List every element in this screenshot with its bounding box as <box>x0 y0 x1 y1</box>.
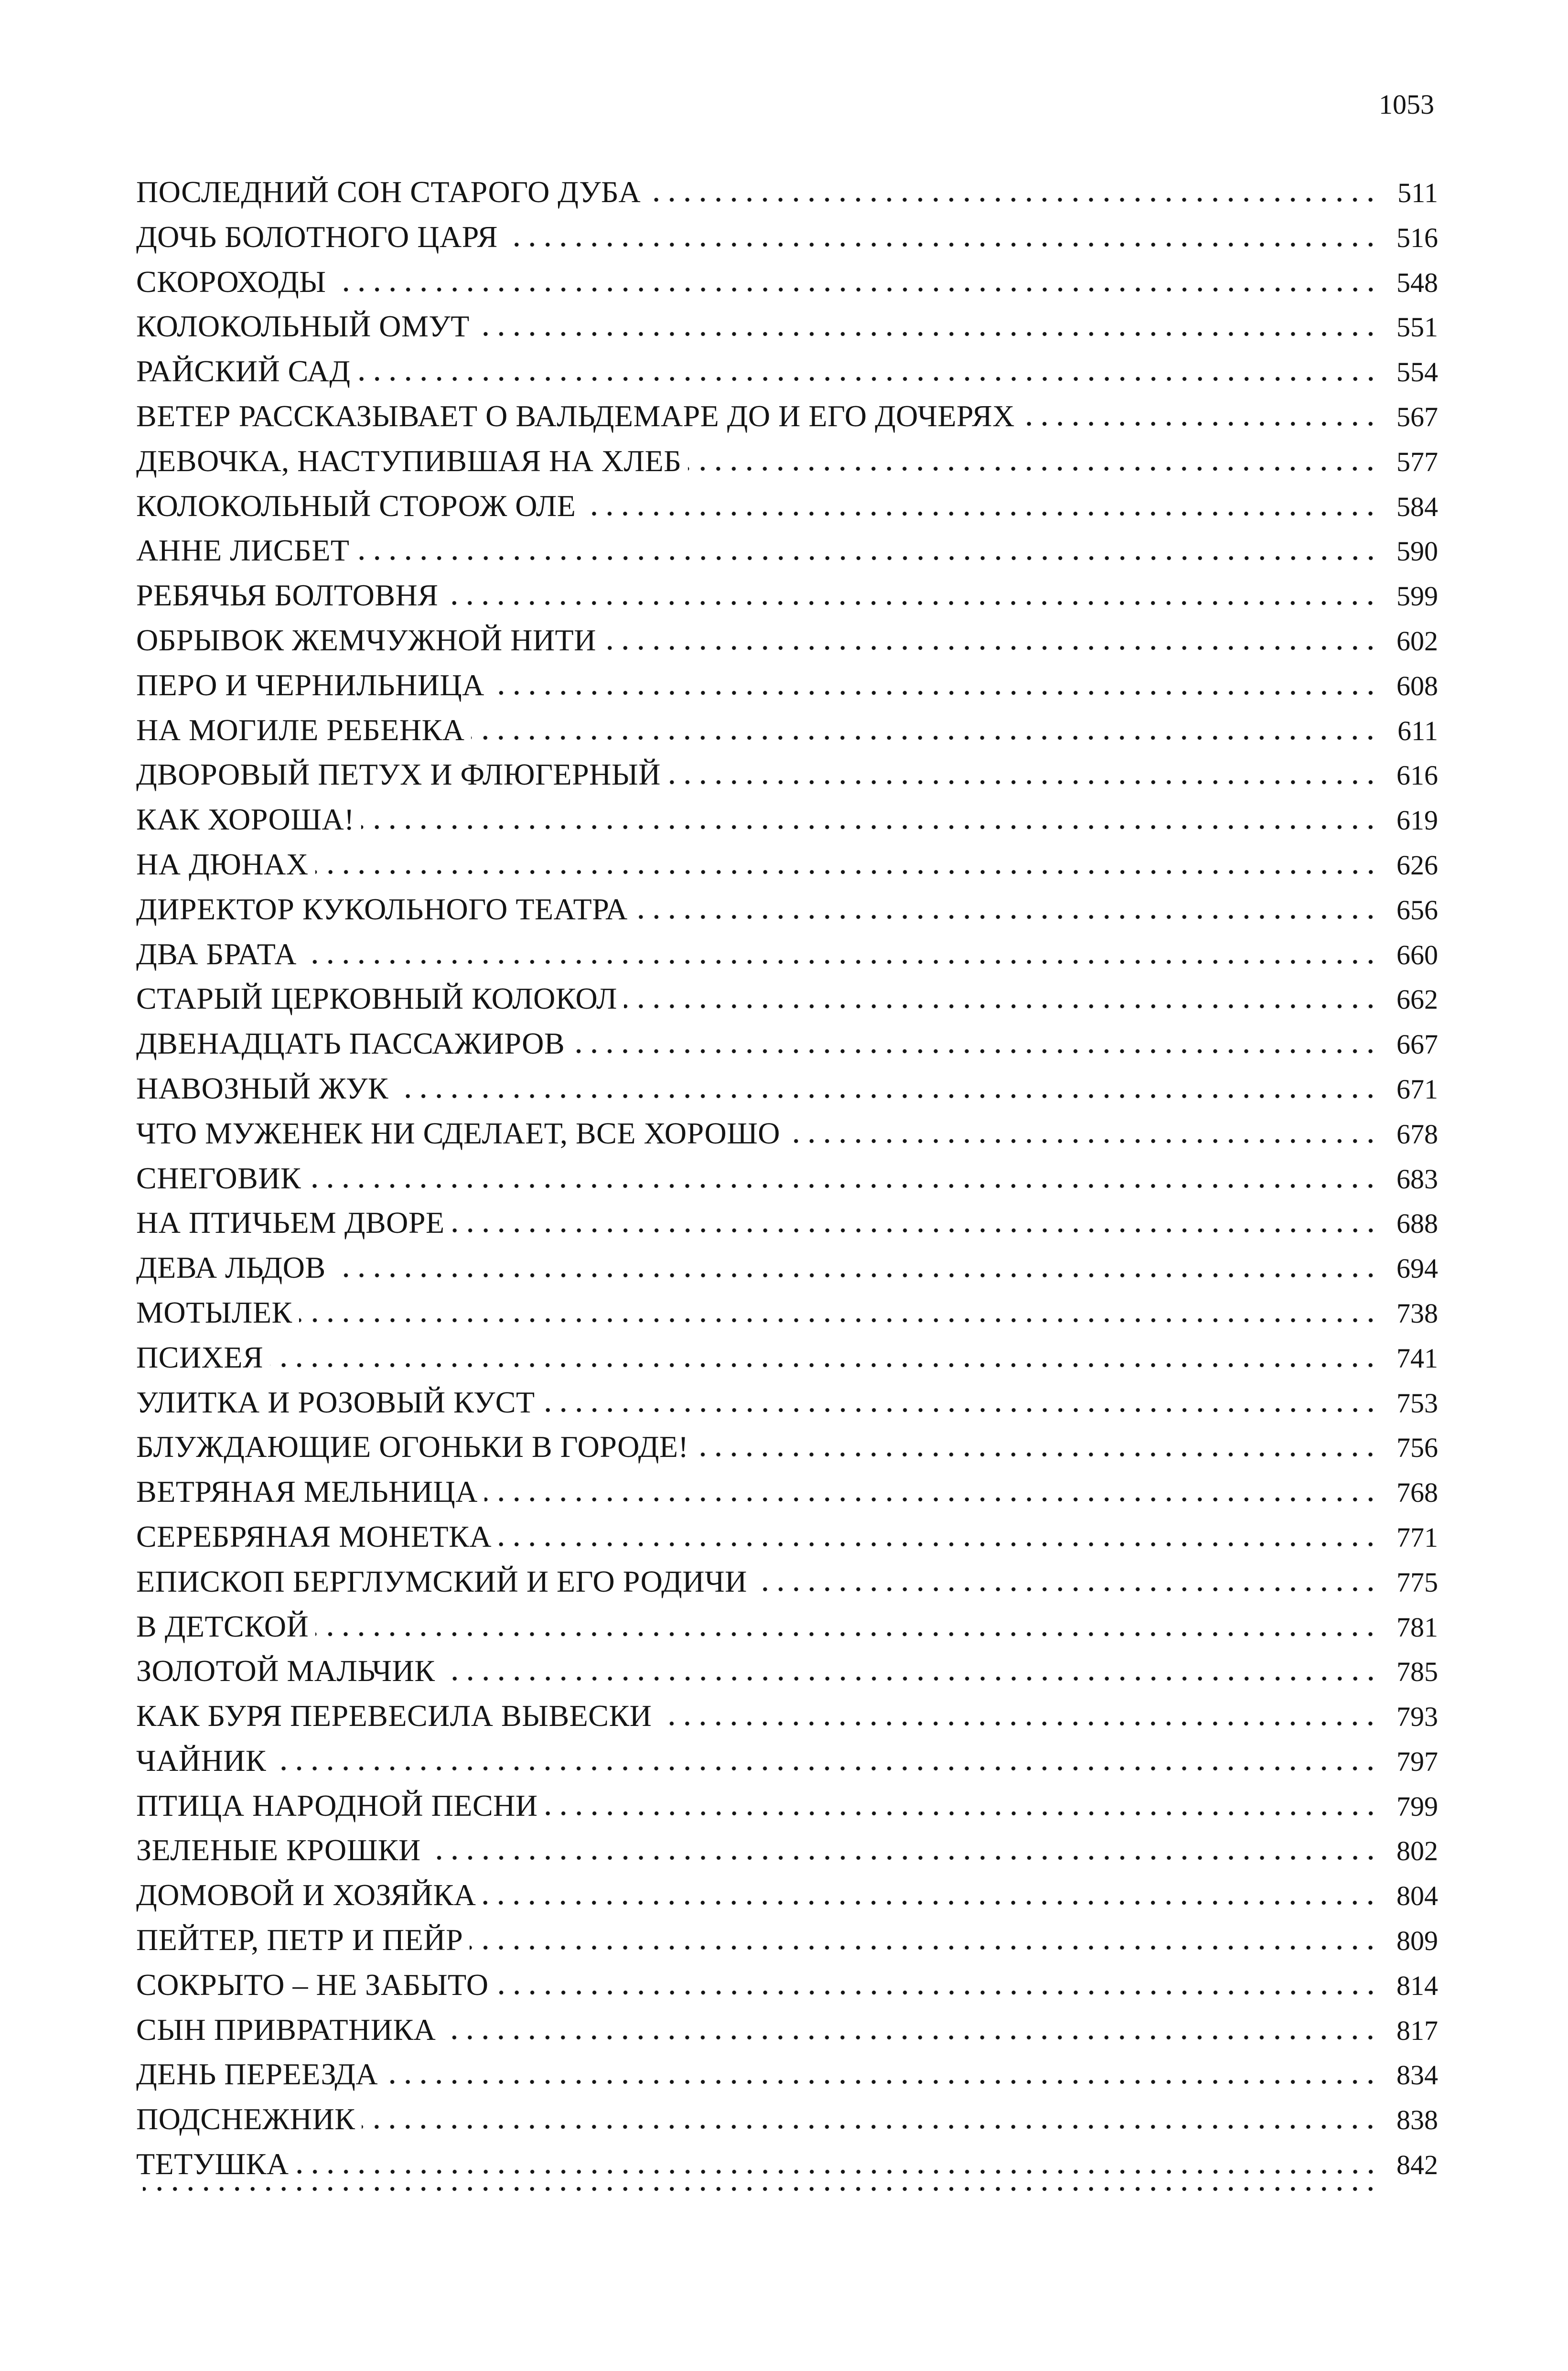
toc-entry-title: БЛУЖДАЮЩИЕ ОГОНЬКИ В ГОРОДЕ! <box>136 1430 689 1464</box>
toc-entry <box>136 1200 1438 1245</box>
toc-entry <box>136 2052 1438 2097</box>
toc-entry-title: ВЕТРЯНАЯ МЕЛЬНИЦА <box>136 1475 478 1509</box>
dot-leader <box>498 1542 1378 1547</box>
dot-leader <box>542 1408 1378 1412</box>
toc-entry-page: 694 <box>1396 1253 1438 1284</box>
toc-entry <box>136 2187 1438 2231</box>
dot-leader <box>333 1273 1378 1278</box>
toc-entry <box>136 663 1438 708</box>
toc-entry-title: ДОМОВОЙ И ХОЗЯЙКА <box>136 1878 476 1912</box>
table-of-contents <box>136 170 1438 2231</box>
dot-leader <box>445 601 1378 605</box>
toc-entry-title: ЕПИСКОП БЕРГЛУМСКИЙ И ЕГО РОДИЧИ <box>136 1564 747 1598</box>
toc-entry-title: СОКРЫТО – НЕ ЗАБЫТО <box>136 1967 489 2002</box>
toc-entry <box>136 573 1438 618</box>
dot-leader <box>143 2187 1378 2191</box>
dot-leader <box>476 332 1378 336</box>
dot-leader <box>395 1094 1378 1099</box>
toc-entry <box>136 1649 1438 1693</box>
toc-entry-page: 602 <box>1396 625 1438 657</box>
toc-entry-page: 608 <box>1396 670 1438 701</box>
toc-entry-title: КОЛОКОЛЬНЫЙ ОМУТ <box>136 309 470 344</box>
dot-leader <box>273 1766 1378 1771</box>
toc-entry-page: 511 <box>1397 177 1438 208</box>
dot-leader <box>299 1318 1378 1323</box>
toc-entry-title: ДЕВА ЛЬДОВ <box>136 1250 326 1285</box>
toc-entry-title: РАЙСКИЙ САД <box>136 354 351 388</box>
toc-entry-page: 768 <box>1396 1477 1438 1509</box>
dot-leader <box>385 2080 1378 2084</box>
toc-entry-page: 738 <box>1396 1297 1438 1329</box>
toc-entry-title: НАВОЗНЫЙ ЖУК <box>136 1071 389 1105</box>
toc-entry-title: СЕРЕБРЯНАЯ МОНЕТКА <box>136 1519 492 1553</box>
toc-entry-title: ЧТО МУЖЕНЕК НИ СДЕЛАЕТ, ВСЕ ХОРОШО <box>136 1116 780 1150</box>
toc-entry-title: ЧАЙНИК <box>136 1743 267 1778</box>
toc-entry <box>136 215 1438 259</box>
toc-entry <box>136 484 1438 528</box>
toc-entry <box>136 1559 1438 1604</box>
toc-entry <box>136 1335 1438 1380</box>
toc-entry <box>136 304 1438 349</box>
toc-entry-title: АННЕ ЛИСБЕТ <box>136 533 350 568</box>
toc-entry-page: 611 <box>1397 715 1438 746</box>
toc-entry-title: ДВА БРАТА <box>136 937 297 971</box>
toc-entry-title: ОБРЫВОК ЖЕМЧУЖНОЙ НИТИ <box>136 623 596 657</box>
dot-leader <box>442 2035 1378 2040</box>
toc-entry-title: ПСИХЕЯ <box>136 1340 264 1374</box>
toc-entry <box>136 528 1438 573</box>
toc-entry <box>136 439 1438 484</box>
toc-entry-title: НА ДЮНАХ <box>136 847 309 881</box>
toc-entry-page: 678 <box>1396 1118 1438 1150</box>
toc-entry-title: КОЛОКОЛЬНЫЙ СТОРОЖ ОЛЕ <box>136 488 576 523</box>
toc-entry <box>136 1828 1438 1873</box>
dot-leader <box>624 1004 1378 1009</box>
toc-entry-title: ДЕВОЧКА, НАСТУПИВШАЯ НА ХЛЕБ <box>136 443 682 478</box>
dot-leader <box>308 1184 1378 1188</box>
toc-entry <box>136 259 1438 304</box>
toc-entry <box>136 1380 1438 1425</box>
toc-entry-page: 771 <box>1396 1521 1438 1553</box>
page-number: 1053 <box>1379 89 1434 120</box>
dot-leader <box>695 1452 1378 1457</box>
toc-entry <box>136 708 1438 753</box>
toc-entry-title: МОТЫЛЕК <box>136 1295 292 1329</box>
toc-entry <box>136 932 1438 977</box>
toc-entry-title: ВЕТЕР РАССКАЗЫВАЕТ О ВАЛЬДЕМАРЕ ДО И ЕГО ДОЧЕРЯХ <box>136 399 1015 433</box>
dot-leader <box>754 1587 1378 1592</box>
toc-entry-page: 756 <box>1396 1432 1438 1464</box>
dot-leader <box>315 1632 1378 1637</box>
dot-leader <box>362 2124 1378 2129</box>
toc-entry-page: 516 <box>1396 222 1438 253</box>
toc-entry-title: ДОЧЬ БОЛОТНОГО ЦАРЯ <box>136 219 498 254</box>
toc-entry-page: 799 <box>1396 1790 1438 1822</box>
toc-entry-title: ЗЕЛЕНЫЕ КРОШКИ <box>136 1833 421 1867</box>
toc-entry-page: 619 <box>1396 805 1438 836</box>
toc-entry <box>136 1738 1438 1783</box>
toc-entry-page: 590 <box>1396 536 1438 567</box>
dot-leader <box>667 780 1378 785</box>
toc-entry <box>136 842 1438 887</box>
toc-entry-page: 577 <box>1396 446 1438 477</box>
toc-entry-title: НА ПТИЧЬЕМ ДВОРЕ <box>136 1206 445 1240</box>
dot-leader <box>296 2169 1378 2174</box>
toc-entry <box>136 2007 1438 2052</box>
toc-entry-title: ДИРЕКТОР КУКОЛЬНОГО ТЕАТРА <box>136 892 628 926</box>
toc-entry-page: 781 <box>1396 1611 1438 1643</box>
toc-entry-title: КАК БУРЯ ПЕРЕВЕСИЛА ВЫВЕСКИ <box>136 1699 652 1733</box>
dot-leader <box>270 1363 1378 1368</box>
dot-leader <box>315 870 1378 874</box>
toc-entry-page: 797 <box>1396 1746 1438 1777</box>
toc-entry-page: 599 <box>1396 581 1438 612</box>
toc-entry-page: 683 <box>1396 1163 1438 1195</box>
toc-entry <box>136 1156 1438 1201</box>
toc-entry <box>136 1290 1438 1335</box>
toc-entry-page: 817 <box>1396 2015 1438 2046</box>
toc-entry-page: 804 <box>1396 1880 1438 1912</box>
dot-leader <box>634 915 1378 919</box>
toc-entry <box>136 2097 1438 2142</box>
dot-leader <box>471 735 1378 740</box>
toc-entry <box>136 1918 1438 1962</box>
dot-leader <box>505 242 1378 247</box>
toc-entry <box>136 1469 1438 1514</box>
toc-entry-title: ДЕНЬ ПЕРЕЕЗДА <box>136 2057 378 2091</box>
toc-entry <box>136 1604 1438 1649</box>
toc-entry-title: УЛИТКА И РОЗОВЫЙ КУСТ <box>136 1385 535 1419</box>
toc-entry-page: 554 <box>1396 356 1438 388</box>
toc-entry-page: 671 <box>1396 1073 1438 1105</box>
dot-leader <box>688 466 1378 471</box>
toc-entry-page: 753 <box>1396 1387 1438 1419</box>
toc-entry <box>136 1424 1438 1469</box>
toc-entry <box>136 1021 1438 1066</box>
toc-entry-page: 688 <box>1396 1208 1438 1239</box>
toc-entry-page: 802 <box>1396 1835 1438 1867</box>
toc-entry <box>136 349 1438 394</box>
toc-entry-page: 667 <box>1396 1029 1438 1060</box>
dot-leader <box>356 556 1379 560</box>
toc-entry-page: 551 <box>1396 312 1438 343</box>
toc-entry-title: ПЕЙТЕР, ПЕТР И ПЕЙР <box>136 1923 463 1957</box>
toc-entry <box>136 976 1438 1021</box>
dot-leader <box>361 825 1378 830</box>
toc-entry-page: 838 <box>1396 2104 1438 2136</box>
toc-entry-page: 662 <box>1396 984 1438 1015</box>
toc-entry-page: 834 <box>1396 2059 1438 2091</box>
toc-entry <box>136 1693 1438 1738</box>
dot-leader <box>484 1497 1378 1502</box>
toc-entry-title: ДВЕНАДЦАТЬ ПАССАЖИРОВ <box>136 1026 565 1061</box>
toc-entry-title: СТАРЫЙ ЦЕРКОВНЫЙ КОЛОКОЛ <box>136 981 617 1016</box>
toc-entry-page: 548 <box>1396 267 1438 298</box>
toc-entry <box>136 1962 1438 2007</box>
toc-entry-title: ПОДСНЕЖНИК <box>136 2102 355 2136</box>
dot-leader <box>495 1990 1378 1995</box>
dot-leader <box>483 1900 1378 1905</box>
dot-leader <box>603 646 1378 650</box>
dot-leader <box>428 1855 1378 1860</box>
toc-entry-title: СЫН ПРИВРАТНИКА <box>136 2012 436 2047</box>
toc-entry-title: ЗОЛОТОЙ МАЛЬЧИК <box>136 1654 435 1688</box>
toc-entry <box>136 1783 1438 1828</box>
toc-entry-page: 567 <box>1396 401 1438 432</box>
dot-leader <box>357 377 1378 381</box>
toc-entry <box>136 752 1438 797</box>
dot-leader <box>787 1139 1378 1143</box>
dot-leader <box>491 690 1378 695</box>
toc-entry-title: ПЕРО И ЧЕРНИЛЬНИЦА <box>136 668 484 702</box>
toc-entry <box>136 1245 1438 1290</box>
toc-entry <box>136 797 1438 842</box>
toc-entry-page: 814 <box>1396 1970 1438 2001</box>
toc-entry-page: 775 <box>1396 1566 1438 1598</box>
toc-entry-title: ПОСЛЕДНИЙ СОН СТАРОГО ДУБА <box>136 175 641 209</box>
dot-leader <box>442 1676 1378 1681</box>
toc-entry <box>136 1873 1438 1918</box>
toc-entry-title: ТЕТУШКА <box>136 2147 289 2181</box>
toc-entry <box>136 618 1438 663</box>
dot-leader <box>470 1945 1378 1950</box>
toc-entry-page: 785 <box>1396 1656 1438 1688</box>
toc-entry <box>136 1066 1438 1111</box>
toc-entry-page: 793 <box>1396 1701 1438 1733</box>
toc-entry-title: ДВОРОВЫЙ ПЕТУХ И ФЛЮГЕРНЫЙ <box>136 757 661 792</box>
toc-entry <box>136 887 1438 932</box>
toc-entry-page: 660 <box>1396 939 1438 970</box>
toc-entry-page: 842 <box>1396 2149 1438 2181</box>
toc-entry-page: 616 <box>1396 760 1438 791</box>
toc-entry-title: СНЕГОВИК <box>136 1161 301 1195</box>
toc-entry-title: КАК ХОРОША! <box>136 802 354 837</box>
toc-entry <box>136 170 1438 215</box>
toc-entry-page: 809 <box>1396 1925 1438 1957</box>
dot-leader <box>571 1049 1378 1054</box>
toc-entry-page: 656 <box>1396 894 1438 926</box>
dot-leader <box>451 1228 1378 1233</box>
toc-entry-page: 741 <box>1396 1342 1438 1374</box>
toc-entry <box>136 2142 1438 2187</box>
toc-entry <box>136 1514 1438 1559</box>
dot-leader <box>333 287 1378 292</box>
toc-entry-title: НА МОГИЛЕ РЕБЕНКА <box>136 712 465 747</box>
toc-entry-title: ПТИЦА НАРОДНОЙ ПЕСНИ <box>136 1788 538 1822</box>
toc-entry <box>136 394 1438 439</box>
dot-leader <box>658 1721 1378 1726</box>
toc-entry-page: 626 <box>1396 849 1438 881</box>
dot-leader <box>647 197 1378 202</box>
dot-leader <box>1021 421 1378 426</box>
dot-leader <box>582 511 1378 516</box>
dot-leader <box>303 959 1378 964</box>
toc-entry-page: 584 <box>1396 491 1438 522</box>
toc-entry-title: СКОРОХОДЫ <box>136 264 326 299</box>
toc-entry-title: РЕБЯЧЬЯ БОЛТОВНЯ <box>136 578 439 613</box>
toc-entry <box>136 1111 1438 1156</box>
toc-entry-title: В ДЕТСКОЙ <box>136 1609 309 1643</box>
dot-leader <box>545 1811 1378 1816</box>
